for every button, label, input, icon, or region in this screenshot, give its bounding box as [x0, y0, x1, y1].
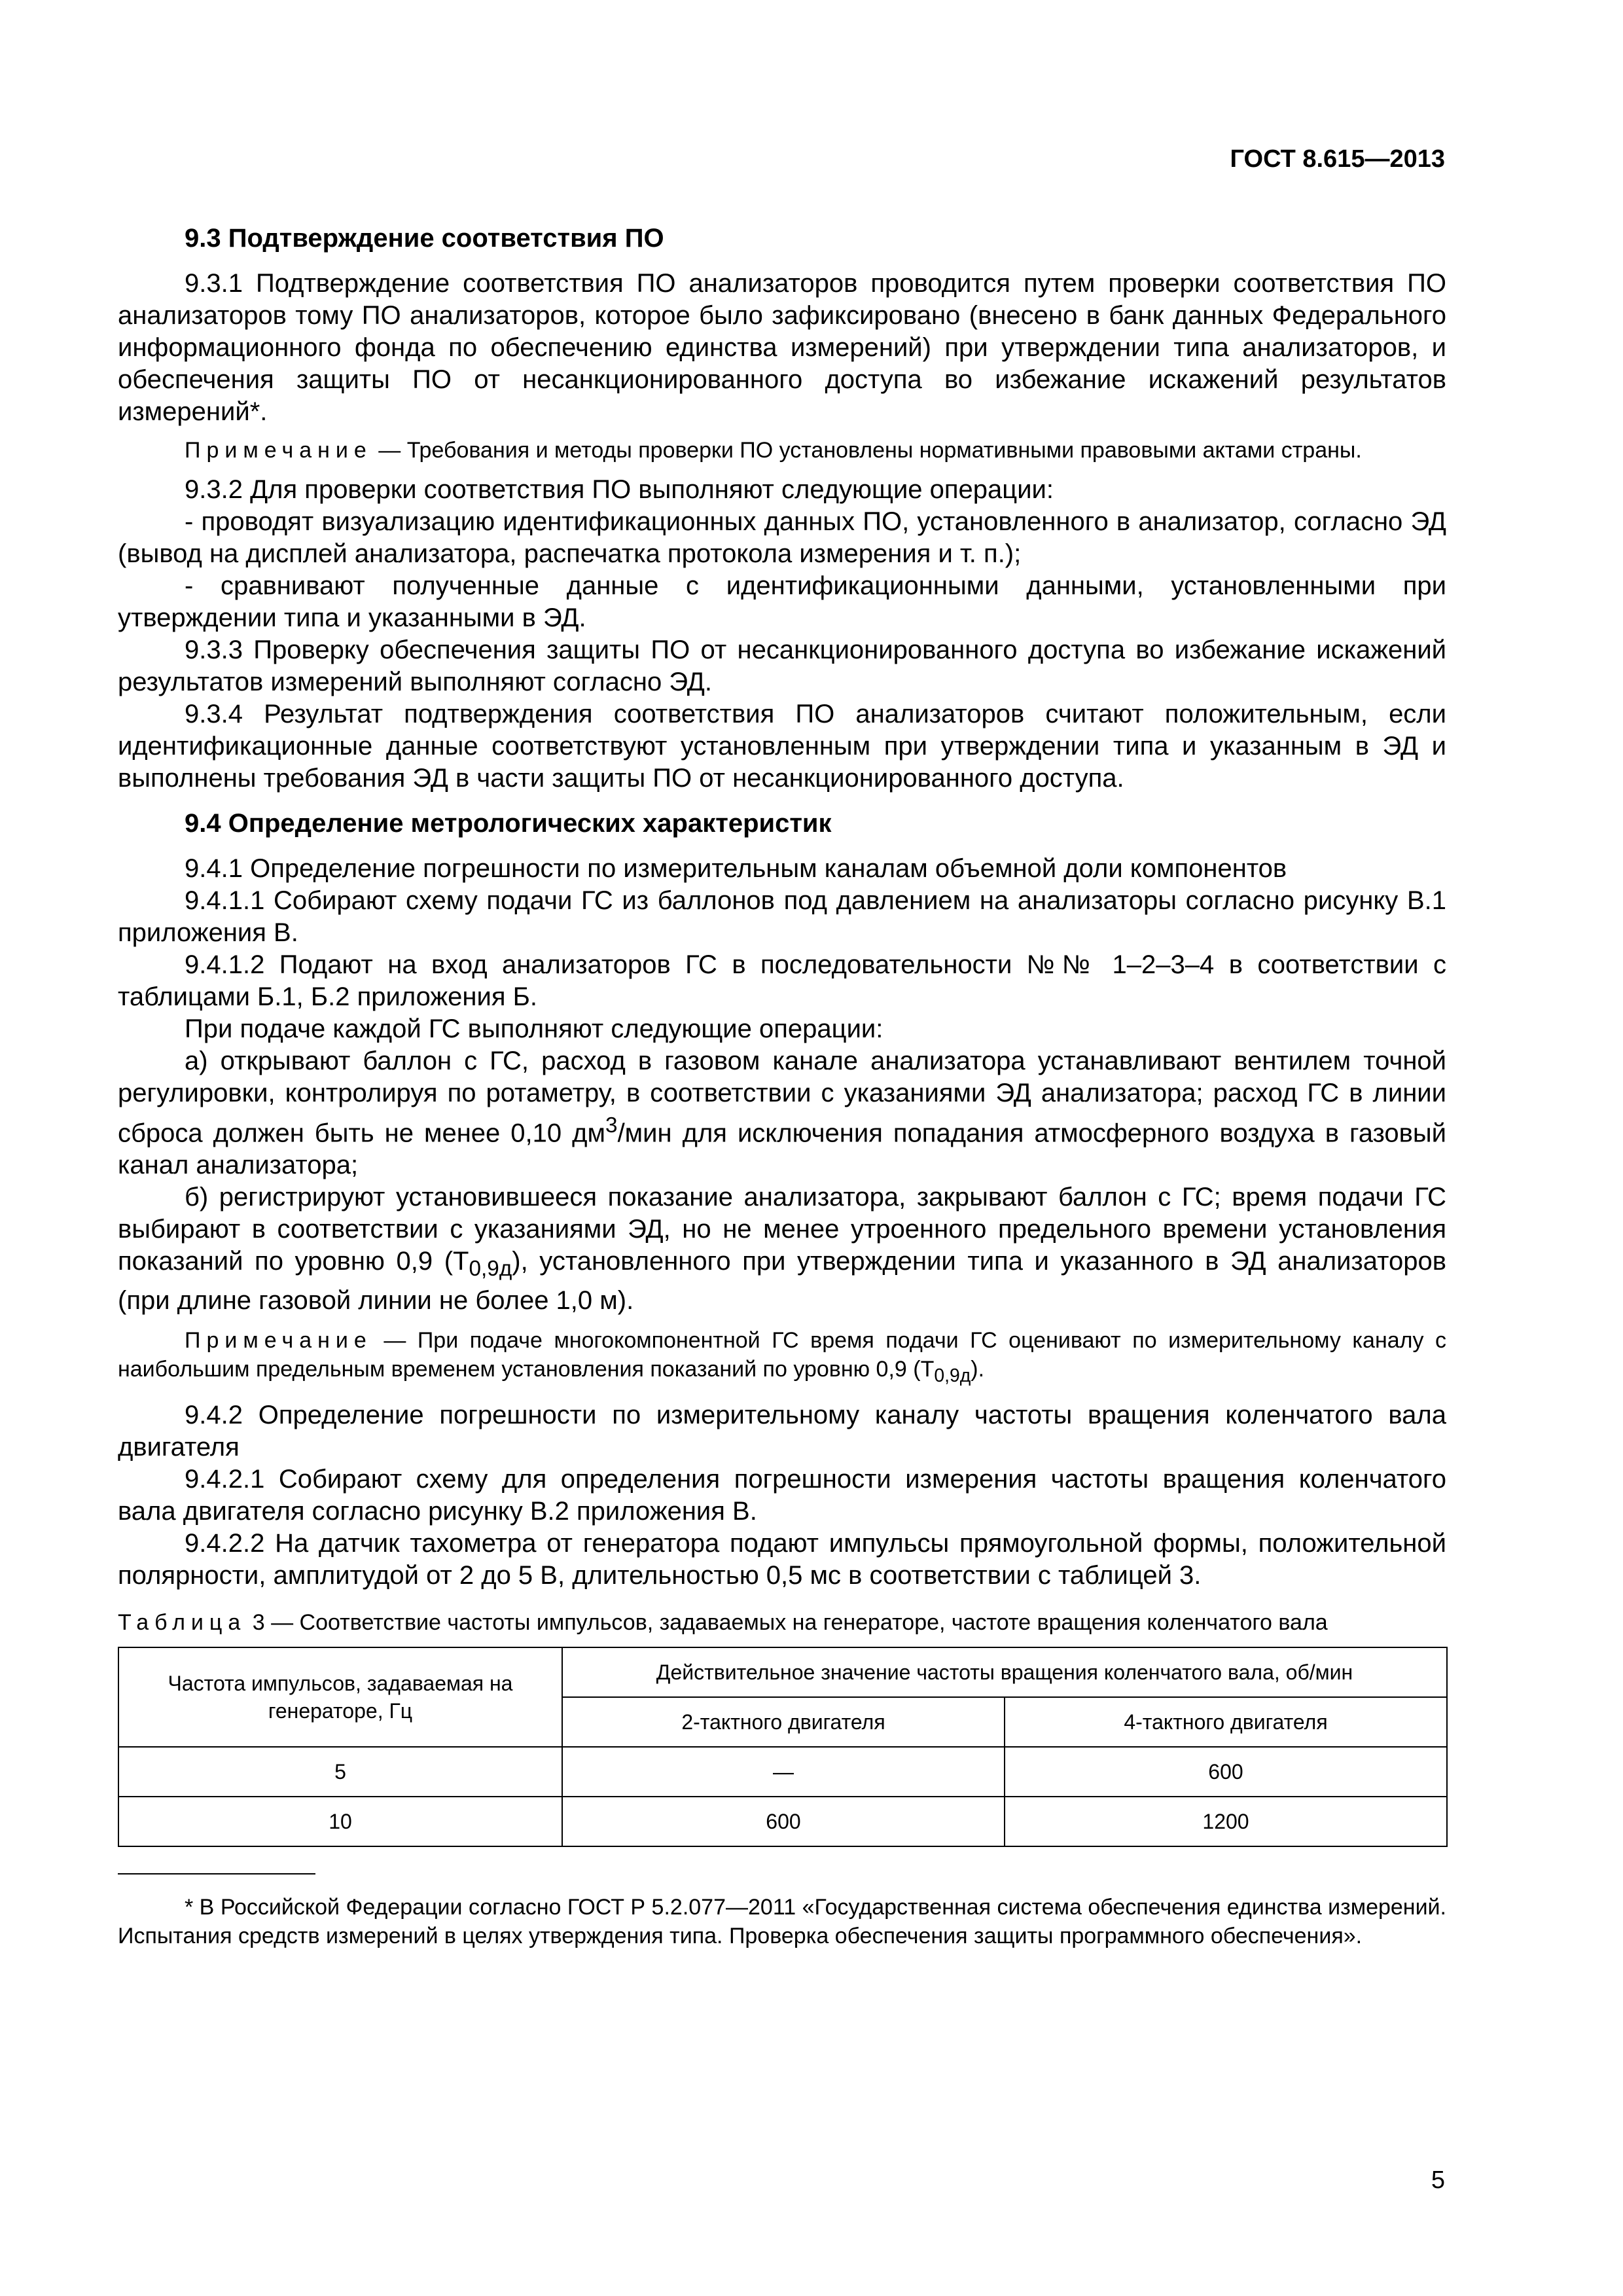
note-label: Примечание — [185, 438, 372, 463]
table-cell: 5 — [118, 1747, 562, 1797]
paragraph-9-4-2-2: 9.4.2.2 На датчик тахометра от генератора подают импульсы прямоугольной формы, положительной полярности, амплитудой от 2 до 5 В, длительностью 0,5 мс в соответствии с таблицей 3. — [118, 1529, 1446, 1590]
subscript: 0,9д — [934, 1365, 971, 1387]
section-9-4-heading: 9.4 Определение метрологических характеристик — [185, 809, 832, 838]
document-id-header: ГОСТ 8.615—2013 — [1230, 145, 1445, 173]
paragraph-9-3-1: 9.3.1 Подтверждение соответствия ПО анализаторов проводится путем проверки соответствия ПО анализаторов тому ПО анализаторов, которое было зафиксировано (внесено в банк данных Федерального информационного фонда по обеспечению единства измерений) при утверждении типа анализаторов, и обеспечения защиты ПО от несанкционированного доступа во избежание искажений результатов измерений*. — [118, 269, 1446, 426]
superscript: 3 — [605, 1113, 618, 1138]
table-3-caption — [118, 1609, 1446, 1636]
paragraph-9-4-2: 9.4.2 Определение погрешности по измерительному каналу частоты вращения коленчатого вала двигателя — [118, 1401, 1446, 1462]
paragraph-9-3-4: 9.3.4 Результат подтверждения соответствия ПО анализаторов считают положительным, если идентификационные данные соответствуют установленным при утверждении типа и указанным в ЭД и выполнены требования ЭД в части защиты ПО от несанкционированного доступа. — [118, 700, 1446, 793]
paragraph-9-3-3: 9.3.3 Проверку обеспечения защиты ПО от несанкционированного доступа во избежание искажений результатов измерений выполняют согласно ЭД. — [118, 636, 1446, 696]
note-text: — Требования и методы проверки ПО установлены нормативными правовыми актами страны. — [372, 438, 1362, 463]
footnote: * В Российской Федерации согласно ГОСТ Р 5.2.077—2011 «Государственная система обеспечения единства измерений. Испытания средств измерений в целях утверждения типа. Проверка обеспечения защиты программного обеспечения». — [118, 1895, 1446, 1949]
table-cell: 10 — [118, 1797, 562, 1846]
table-cell: 1200 — [1005, 1797, 1447, 1846]
table-caption-text: 3 — Соответствие частоты импульсов, задаваемых на генераторе, частоте вращения коленчатого вала — [246, 1610, 1328, 1636]
page-number: 5 — [1431, 2166, 1445, 2194]
subscript: 0,9д — [469, 1257, 512, 1282]
note-9-3 — [118, 436, 1446, 465]
table-row — [118, 1797, 1447, 1846]
paragraph-9-3-2: 9.3.2 Для проверки соответствия ПО выполняют следующие операции: — [185, 475, 1054, 504]
paragraph-9-4-1: 9.4.1 Определение погрешности по измерительным каналам объемной доли компонентов — [185, 854, 1287, 883]
table-cell: 600 — [1005, 1747, 1447, 1797]
footnote-divider — [118, 1873, 315, 1874]
paragraph-operations: При подаче каждой ГС выполняют следующие операции: — [185, 1014, 883, 1043]
list-item: - проводят визуализацию идентификационных данных ПО, установленного в анализатор, согласно ЭД (вывод на дисплей анализатора, распечатка протокола измерения и т. п.); — [118, 507, 1446, 568]
note-9-4: Примечание — При подаче многокомпонентной ГС время подачи ГС оценивают по измерительному каналу с наибольшим предельным временем установления показаний по уровню 0,9 $(T_{0,9д})$. — [118, 1328, 1446, 1387]
list-item-a: а) открывают баллон с ГС, расход в газовом канале анализатора устанавливают вентилем точной регулировки, контролируя по ротаметру, в соответствии с указаниями ЭД анализатора; расход ГС в линии сброса должен быть не менее 0,10 $дм^3$/мин для исключения попадания атмосферного воздуха в газовый канал анализатора; — [118, 1047, 1446, 1180]
list-item-b: б) регистрируют установившееся показание анализатора, закрывают баллон с ГС; время подачи ГС выбирают в соответствии с указаниями ЭД, но не менее утроенного предельного времени установления показаний по уровню 0,9 $(T_{0,9д})$, установленного при утверждении типа и указанного в ЭД анализаторов (при длине газовой линии не более 1,0 м). — [118, 1183, 1446, 1316]
table-header-actual-speed: Действительное значение частоты вращения коленчатого вала, об/мин — [562, 1647, 1447, 1697]
table-header-4-stroke: 4-тактного двигателя — [1005, 1697, 1447, 1747]
table-header-frequency: Частота импульсов, задаваемая на генераторе, Гц — [118, 1647, 562, 1747]
table-cell: 600 — [562, 1797, 1005, 1846]
main-content — [118, 223, 1446, 1950]
paragraph-9-4-1-2: 9.4.1.2 Подают на вход анализаторов ГС в последовательности №№ 1–2–3–4 в соответствии с таблицами Б.1, Б.2 приложения Б. — [118, 950, 1446, 1011]
section-9-3-heading: 9.3 Подтверждение соответствия ПО — [185, 224, 664, 253]
note-label: Примечание — [185, 1328, 372, 1354]
list-item: - сравнивают полученные данные с идентификационными данными, установленными при утверждении типа и указанными в ЭД. — [118, 571, 1446, 632]
table-row — [118, 1747, 1447, 1797]
table-3 — [118, 1647, 1448, 1847]
paragraph-9-4-2-1: 9.4.2.1 Собирают схему для определения погрешности измерения частоты вращения коленчатого вала двигателя согласно рисунку В.2 приложения В. — [118, 1465, 1446, 1526]
table-header-2-stroke: 2-тактного двигателя — [562, 1697, 1005, 1747]
table-caption-label: Таблица — [118, 1610, 247, 1636]
paragraph-9-4-1-1: 9.4.1.1 Собирают схему подачи ГС из баллонов под давлением на анализаторы согласно рисунку В.1 приложения В. — [118, 886, 1446, 947]
table-cell: — — [562, 1747, 1005, 1797]
